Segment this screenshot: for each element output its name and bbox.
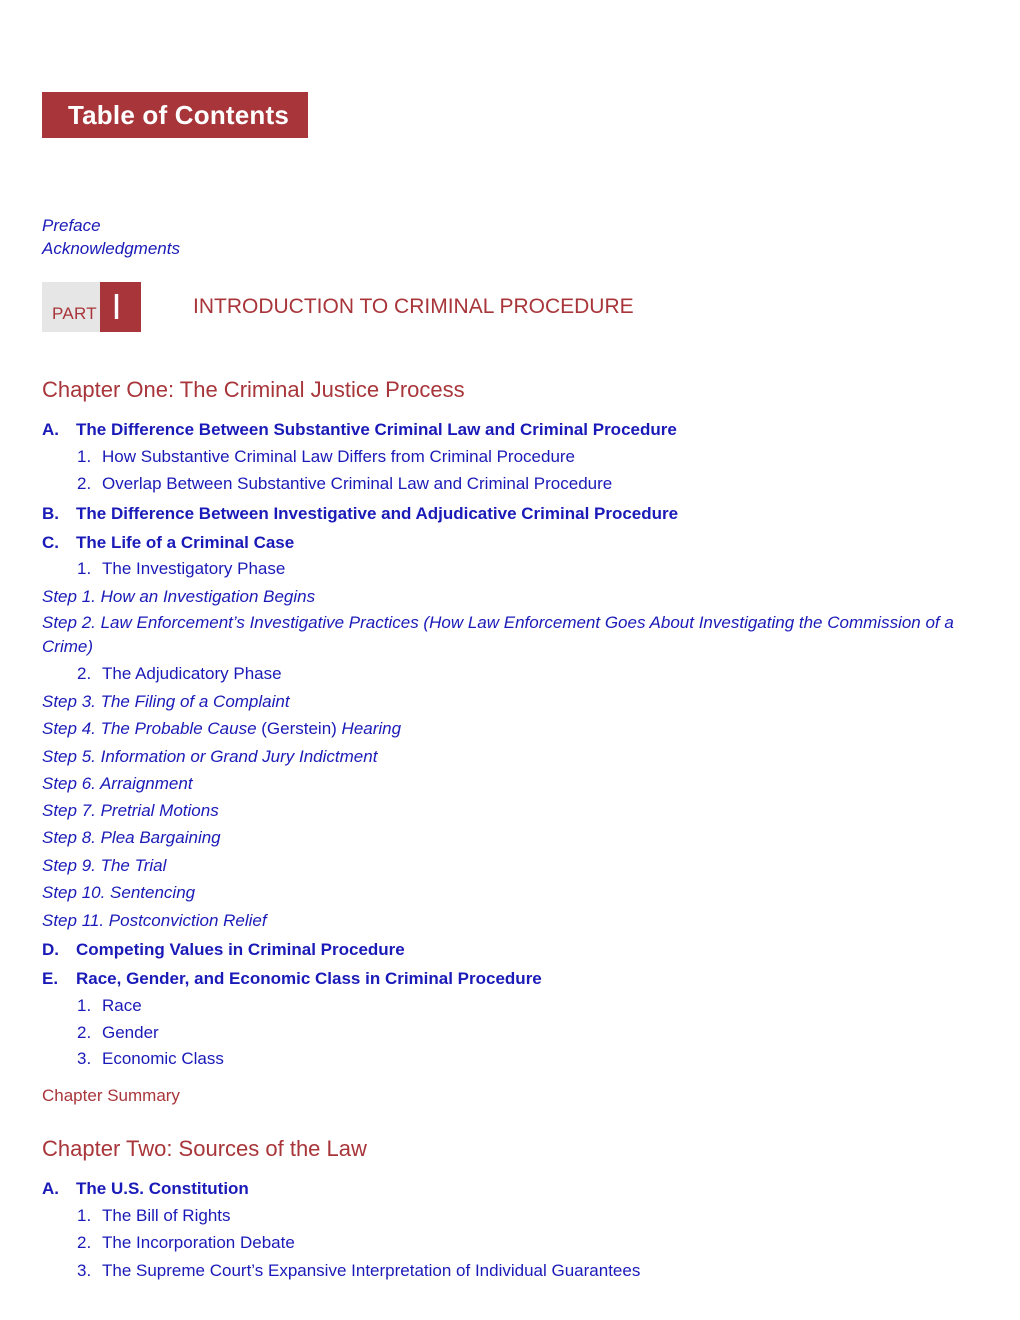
subsection-title: Economic Class [102,1049,224,1068]
subsection-title: Overlap Between Substantive Criminal Law and Criminal Procedure [102,474,613,493]
section-letter: A. [42,1179,59,1198]
section-letter: B. [42,504,59,523]
subsection-number: 1. [77,559,92,578]
section-title: Race, Gender, and Economic Class in Criminal Procedure [76,969,542,988]
section-letter: C. [42,533,59,552]
subsection-number: 1. [77,447,92,466]
toc-step[interactable]: Step 7. Pretrial Motions [42,801,219,820]
toc-link-preface[interactable]: Preface [42,216,101,235]
subsection-title: The Investigatory Phase [102,559,286,578]
step-text: Step 4. The Probable Cause [42,719,262,738]
section-title: The Difference Between Substantive Criminal Law and Criminal Procedure [76,420,677,439]
subsection-title: The Bill of Rights [102,1206,231,1225]
step-case-name: (Gerstein) [261,719,337,738]
section-title: The U.S. Constitution [76,1179,249,1198]
subsection-number: 3. [77,1261,92,1280]
toc-step[interactable]: Step 5. Information or Grand Jury Indictment [42,747,378,766]
part-title[interactable]: INTRODUCTION TO CRIMINAL PROCEDURE [193,295,634,318]
toc-step[interactable]: Step 2. Law Enforcement’s Investigative Practices (How Law Enforcement Goes About Investigating the Commission of a Crime) [42,613,954,656]
subsection-title: Race [102,996,142,1015]
toc-step[interactable]: Step 8. Plea Bargaining [42,828,221,847]
subsection-number: 2. [77,664,92,683]
subsection-number: 2. [77,1023,92,1042]
toc-step[interactable]: Step 1. How an Investigation Begins [42,587,316,606]
toc-link-acknowledgments[interactable]: Acknowledgments [42,239,180,258]
chapter-summary-link[interactable]: Chapter Summary [42,1086,180,1105]
subsection-title: The Incorporation Debate [102,1233,295,1252]
toc-step[interactable]: Step 11. Postconviction Relief [42,911,267,930]
subsection-number: 3. [77,1049,92,1068]
subsection-title: How Substantive Criminal Law Differs from Criminal Procedure [102,447,576,466]
section-title: The Difference Between Investigative and Adjudicative Criminal Procedure [76,504,679,523]
toc-step[interactable]: Step 9. The Trial [42,856,167,875]
part-number-box [100,282,141,332]
section-title: The Life of a Criminal Case [76,533,295,552]
part-badge [42,282,141,332]
chapter-one-title[interactable]: Chapter One: The Criminal Justice Process [42,377,465,402]
subsection-number: 1. [77,996,92,1015]
subsection-title: The Supreme Court’s Expansive Interpretation of Individual Guarantees [102,1261,641,1280]
toc-step[interactable]: Step 10. Sentencing [42,883,196,902]
section-letter: D. [42,940,59,959]
subsection-title: Gender [102,1023,159,1042]
part-label: PART [52,304,97,323]
subsection-number: 1. [77,1206,92,1225]
toc-heading: Table of Contents [42,92,308,138]
toc-step[interactable]: Step 6. Arraignment [42,774,193,793]
part-label-box [42,282,100,332]
step-text: Hearing [336,719,402,738]
subsection-number: 2. [77,474,92,493]
section-title: Competing Values in Criminal Procedure [76,940,405,959]
section-letter: A. [42,420,59,439]
subsection-title: The Adjudicatory Phase [102,664,282,683]
part-number: I [111,286,122,327]
section-letter: E. [42,969,59,988]
subsection-number: 2. [77,1233,92,1252]
toc-step[interactable]: Step 3. The Filing of a Complaint [42,692,290,711]
chapter-two-title[interactable]: Chapter Two: Sources of the Law [42,1136,367,1161]
toc-step[interactable] [42,719,401,739]
